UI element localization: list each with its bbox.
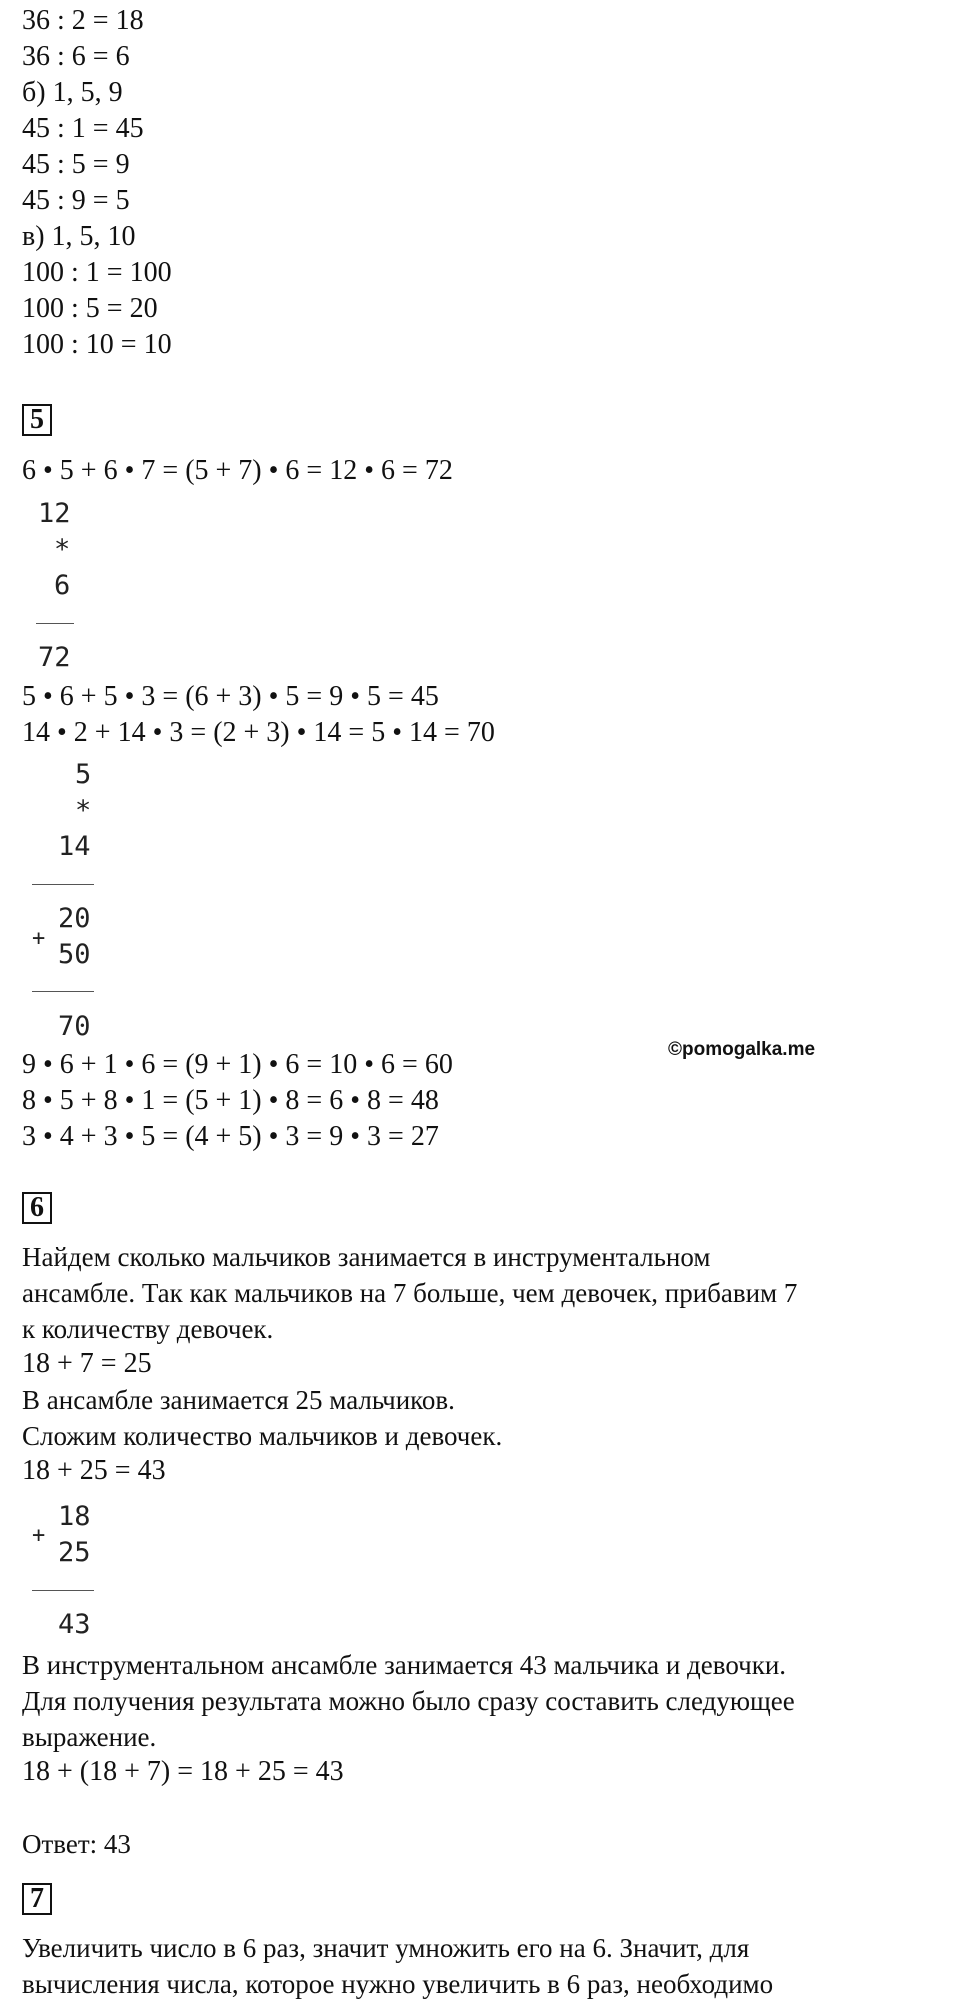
- result: 43: [58, 1609, 91, 1640]
- subtask-label: в) 1, 5, 10: [22, 221, 136, 252]
- equation-line: 18 + 25 = 43: [22, 1455, 166, 1486]
- task-number-box: 6: [22, 1192, 52, 1224]
- equation-line: 45 : 1 = 45: [22, 113, 144, 144]
- equation-line: 45 : 9 = 5: [22, 185, 130, 216]
- subtask-label: б) 1, 5, 9: [22, 77, 123, 108]
- operand: 5: [75, 759, 92, 790]
- operator: *: [54, 534, 71, 565]
- equation-line: 5 • 6 + 5 • 3 = (6 + 3) • 5 = 9 • 5 = 45: [22, 681, 439, 712]
- equation-line: 18 + (18 + 7) = 18 + 25 = 43: [22, 1756, 344, 1787]
- addend: 25: [58, 1537, 91, 1568]
- task-number-box: 7: [22, 1883, 52, 1915]
- paragraph-line: выражение.: [22, 1722, 157, 1752]
- equation-line: 45 : 5 = 9: [22, 149, 130, 180]
- equation-line: 3 • 4 + 3 • 5 = (4 + 5) • 3 = 9 • 3 = 27: [22, 1121, 439, 1152]
- partial-product: 20: [58, 903, 91, 934]
- equation-line: 36 : 6 = 6: [22, 41, 130, 72]
- paragraph-line: Для получения результата можно было сразу составить следующее: [22, 1686, 795, 1716]
- equation-line: 6 • 5 + 6 • 7 = (5 + 7) • 6 = 12 • 6 = 72: [22, 455, 453, 486]
- paragraph-line: В инструментальном ансамбле занимается 43 мальчика и девочки.: [22, 1650, 787, 1680]
- plus-sign: +: [32, 926, 46, 951]
- paragraph-line: Сложим количество мальчиков и девочек.: [22, 1421, 503, 1451]
- paragraph-line: к количеству девочек.: [22, 1314, 274, 1344]
- equation-line: 14 • 2 + 14 • 3 = (2 + 3) • 14 = 5 • 14 = 70: [22, 717, 495, 748]
- addend: 18: [58, 1501, 91, 1532]
- column-line: [32, 1590, 94, 1591]
- result: 72: [38, 642, 71, 673]
- paragraph-line: В ансамбле занимается 25 мальчиков.: [22, 1385, 455, 1415]
- column-line: [32, 991, 94, 992]
- equation-line: 100 : 1 = 100: [22, 257, 172, 288]
- paragraph-line: Найдем сколько мальчиков занимается в инструментальном: [22, 1242, 711, 1272]
- operand: 6: [54, 570, 71, 601]
- task-number-box: 5: [22, 404, 52, 436]
- equation-line: 36 : 2 = 18: [22, 5, 144, 36]
- answer-line: Ответ: 43: [22, 1829, 131, 1859]
- operand: 12: [38, 498, 71, 529]
- result: 70: [58, 1011, 91, 1042]
- equation-line: 100 : 5 = 20: [22, 293, 158, 324]
- plus-sign: +: [32, 1523, 46, 1548]
- paragraph-line: Увеличить число в 6 раз, значит умножить его на 6. Значит, для: [22, 1933, 750, 1963]
- watermark: ©pomogalka.me: [668, 1039, 816, 1060]
- column-line: [36, 623, 74, 624]
- partial-product: 50: [58, 939, 91, 970]
- paragraph-line: вычисления числа, которое нужно увеличить в 6 раз, необходимо: [22, 1969, 774, 1999]
- equation-line: 8 • 5 + 8 • 1 = (5 + 1) • 8 = 6 • 8 = 48: [22, 1085, 439, 1116]
- equation-line: 9 • 6 + 1 • 6 = (9 + 1) • 6 = 10 • 6 = 60: [22, 1049, 453, 1080]
- equation-line: 18 + 7 = 25: [22, 1348, 152, 1379]
- operand: 14: [58, 831, 91, 862]
- operator: *: [75, 795, 92, 826]
- equation-line: 100 : 10 = 10: [22, 329, 172, 360]
- column-line: [32, 884, 94, 885]
- paragraph-line: ансамбле. Так как мальчиков на 7 больше, чем девочек, прибавим 7: [22, 1278, 798, 1308]
